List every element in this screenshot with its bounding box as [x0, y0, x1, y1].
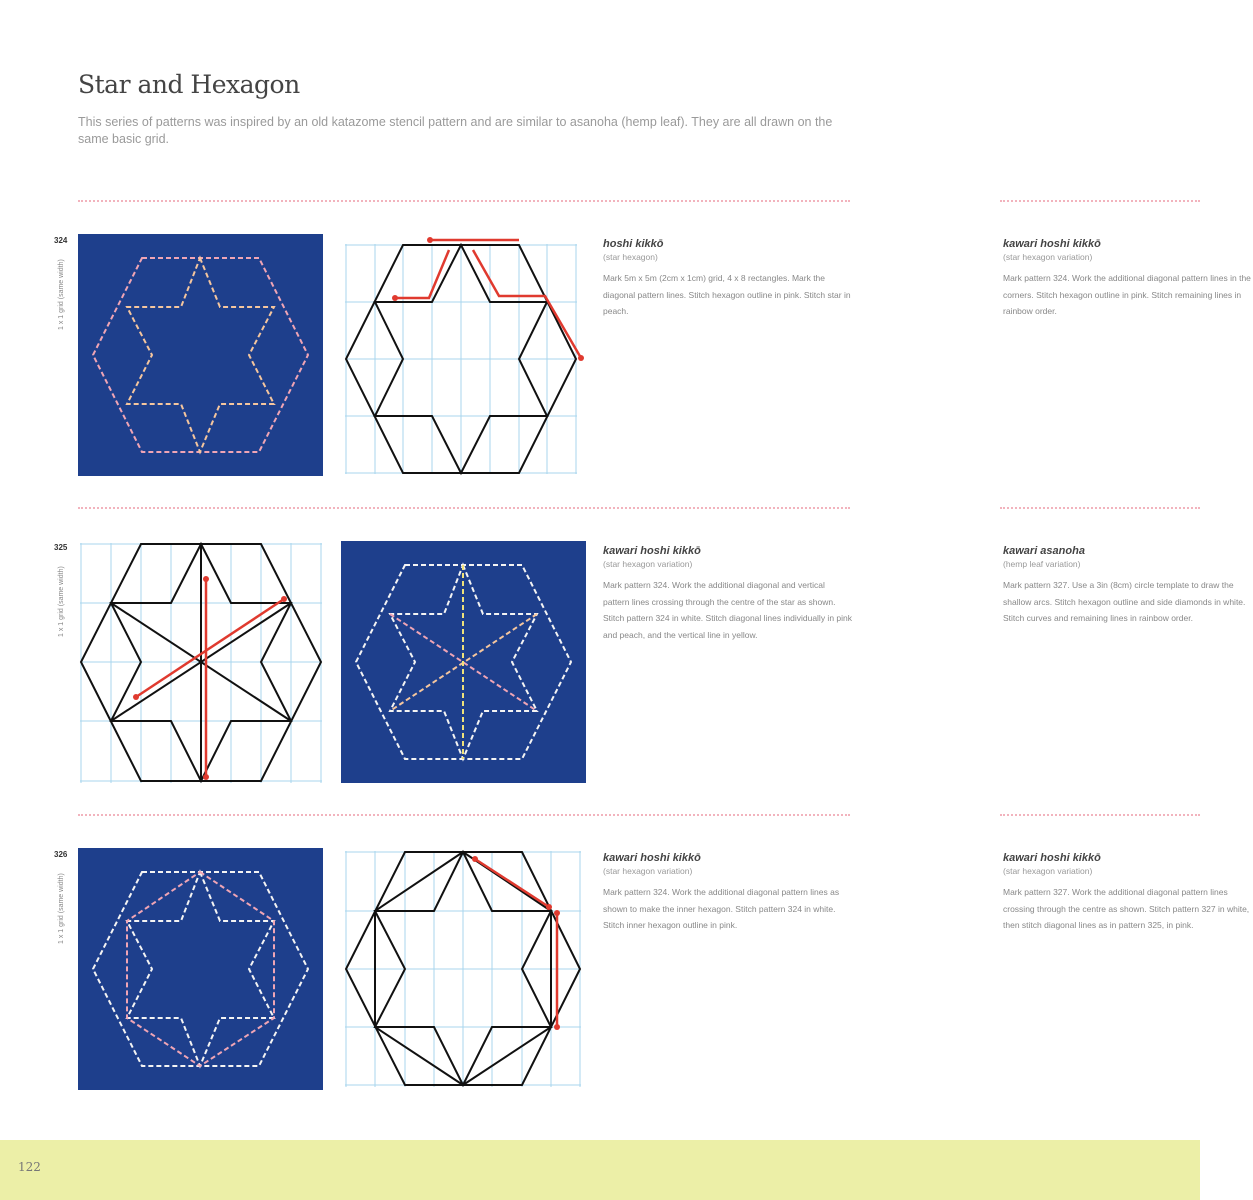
page-number: 122 [18, 1160, 41, 1174]
divider [78, 814, 850, 816]
pattern-instructions: Mark pattern 324. Work the additional diagonal pattern lines as shown to make the inner hexagon. Stitch pattern 324 in white. Stitch inner hexagon outline in pink. [603, 887, 840, 930]
pattern-heading: hoshi kikkō [603, 238, 664, 250]
divider [1000, 507, 1200, 509]
divider [78, 507, 850, 509]
pattern-heading: kawari hoshi kikkō [603, 545, 701, 557]
pattern-number: 324 [54, 236, 68, 245]
pattern-description-325 [603, 545, 853, 643]
fabric-sample-326 [78, 848, 323, 1090]
pattern-subheading: (star hexagon variation) [1003, 866, 1093, 876]
pattern-heading: kawari hoshi kikkō [603, 852, 701, 864]
pattern-side-label: 1 x 1 grid (same width) [58, 873, 65, 944]
pattern-number: 325 [54, 543, 68, 552]
pattern-description-right-1 [1003, 238, 1251, 320]
pattern-heading: kawari hoshi kikkō [1003, 238, 1101, 250]
pattern-instructions: Mark pattern 324. Work the additional diagonal pattern lines in the corners. Stitch hexagon outline in pink. Stitch remaining lines in rainbow order. [1003, 273, 1251, 316]
pattern-diagram-326 [345, 851, 581, 1087]
pattern-subheading: (star hexagon variation) [1003, 252, 1093, 262]
pattern-instructions: Mark pattern 327. Use a 3in (8cm) circle template to draw the shallow arcs. Stitch hexagon outline and side diamonds in white. Stitch curves and remaining lines in rainbow order. [1003, 580, 1246, 623]
pattern-subheading: (star hexagon) [603, 252, 658, 262]
intro-text: This series of patterns was inspired by an old katazome stencil pattern and are similar to asanoha (hemp leaf). They are all drawn on the same basic grid. [78, 115, 833, 146]
pattern-subheading: (hemp leaf variation) [1003, 559, 1081, 569]
divider [78, 200, 850, 202]
pattern-description-326 [603, 852, 853, 934]
fabric-sample-324 [78, 234, 323, 476]
fabric-sample-325 [341, 541, 586, 783]
pattern-diagram-324 [345, 244, 577, 474]
pattern-side-label: 1 x 1 grid (same width) [58, 566, 65, 637]
pattern-instructions: Mark pattern 324. Work the additional diagonal and vertical pattern lines crossing through the centre of the star as shown. Stitch pattern 324 in white. Stitch diagonal lines individually in pink and peach, and the vertical line in yellow. [603, 580, 853, 640]
pattern-subheading: (star hexagon variation) [603, 866, 693, 876]
page-title: Star and Hexagon [78, 70, 300, 99]
pattern-side-label: 1 x 1 grid (same width) [58, 259, 65, 330]
pattern-heading: kawari hoshi kikkō [1003, 852, 1101, 864]
page-footer [0, 1140, 1200, 1200]
pattern-number: 326 [54, 850, 68, 859]
pattern-instructions: Mark pattern 327. Work the additional diagonal pattern lines crossing through the centre as shown. Stitch pattern 327 in white, then stitch diagonal lines as in pattern 325, in pink. [1003, 887, 1250, 930]
pattern-description-324 [603, 238, 853, 320]
pattern-diagram-325 [80, 543, 322, 783]
pattern-subheading: (star hexagon variation) [603, 559, 693, 569]
pattern-heading: kawari asanoha [1003, 545, 1085, 557]
pattern-description-right-2 [1003, 545, 1246, 627]
divider [1000, 200, 1200, 202]
divider [1000, 814, 1200, 816]
pattern-description-right-3 [1003, 852, 1250, 934]
pattern-instructions: Mark 5m x 5m (2cm x 1cm) grid, 4 x 8 rectangles. Mark the diagonal pattern lines. Stitch hexagon outline in pink. Stitch star in peach. [603, 273, 851, 316]
